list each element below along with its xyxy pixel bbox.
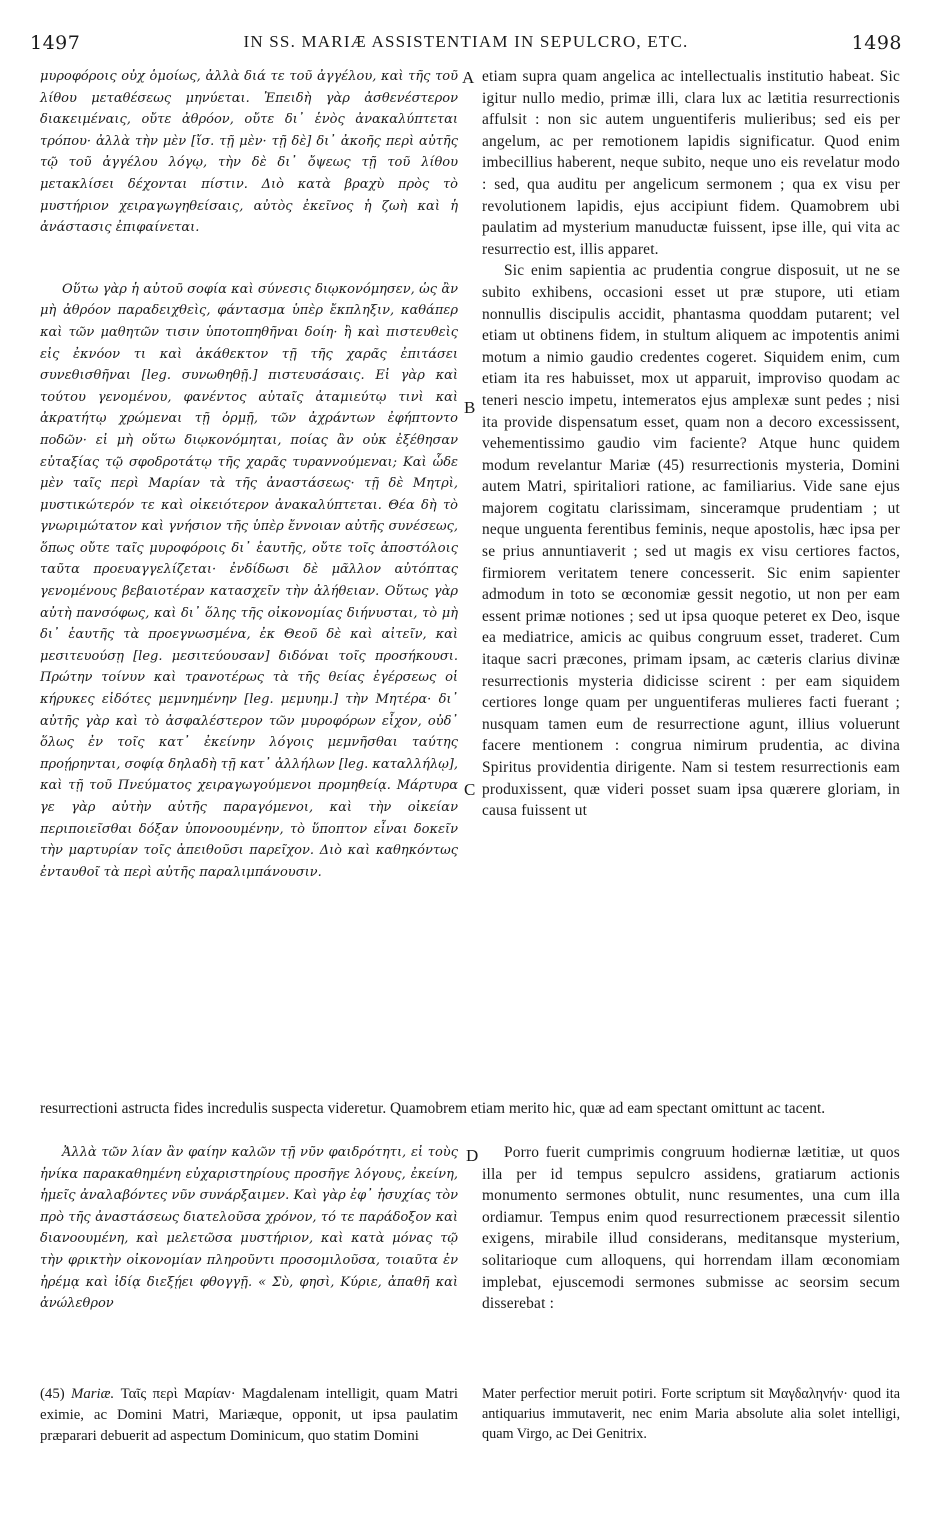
section-marker-a: A [462, 68, 475, 87]
right-page-number: 1498 [851, 32, 902, 54]
page-header [30, 32, 902, 56]
section-marker-c: C [464, 780, 476, 799]
footnote-label: (45) [40, 1386, 65, 1402]
latin-column-bottom [482, 1142, 900, 1315]
greek-column-top [40, 66, 458, 883]
left-page-number: 1497 [30, 32, 81, 54]
footnote-left-text: Ταῖς περὶ Μαρίαν· Magdalenam intelligit, quam Matri eximie, ac Domini Matri, Mariæque, opponit, ut ipsa paulatim præparari debuerit ad aspectum Dominicum, quo statim Domini [40, 1386, 459, 1444]
latin-paragraph-1: etiam supra quam angelica ac intellectualis institutio habeat. Sic igitur nullo medio, primæ illi, clara lux ac lætitia resurrectionis affulsit : non sic autem unguentiferis mulieribus; sed eis per angelum, ac per remotionem lapidis significatur. Quod enim imbecillius haberent, neque subito, neque uno eis revelatur modo : sed, qua auditu per angelicum sermonem ; qua ex visu per revolutionem lapidis, ejus accipiunt fidem. Quamobrem ubi paulatim ad mysterium manuductæ fuissent, ipse ille, qui vita ac resurrectio est, illis apparet. [482, 68, 900, 258]
latin-column-top [482, 66, 900, 822]
latin-paragraph-3: Porro fuerit cumprimis congruum hodiernæ lætitiæ, ut quos illa per id tempus sepulcro assidens, gratiarum actionis monumento sermones obtulit, nunc resumentes, una cum illa ordiamur. Tempus enim quod resurrectionem præcessit silentio exigens, mirabile illud considerans, meditansque mysterium, solitarioque cum alloquens, qui horrendam illam œconomiam implebat, ejuscemodi sermones submisse ac seorsim secum disserebat : [482, 1144, 900, 1313]
greek-column-bottom [40, 1142, 458, 1315]
section-marker-d: D [466, 1146, 479, 1165]
greek-paragraph-2: Οὕτω γὰρ ἡ αὐτοῦ σοφία καὶ σύνεσις διῳκονόμησεν, ὡς ἂν μὴ ἀθρόον παραδειχθεὶς, φάντασμα ὑπὲρ ἔκπληξιν, καθάπερ καὶ τῶν μαθητῶν τισιν ὑποτοπηθῆναι δοίη· ἢ καὶ πιστευθεὶς εἰς ἐκνόον τι καὶ ἀκάθεκτον τῇ τῆς χαρᾶς ἐπιτάσει συνεθισθῆναι [leg. συνωθηθῇ.] πιστευσάσαις. Εἰ γὰρ καὶ τούτου γενομένου, φανέντος αὐταῖς ἀταμιεύτῳ τινὶ καὶ ἀκρατήτῳ χρώμεναι τῇ ὁρμῇ, τῶν ἀχράντων ἐφήπτοντο ποδῶν· εἰ μὴ οὕτω διῳκονόμηται, ποίας ἂν οὐκ ἐξέθησαν εὐταξίας τῷ σφοδροτάτῳ τῆς χαρᾶς τυραννούμεναι; Καὶ ὧδε μὲν ταῖς περὶ Μαρίαν τὰ τῆς ἀναστάσεως· τῇ δὲ Μητρὶ, μυστικώτερόν τε καὶ οἰκειότερον ἀνακαλύπτεται. Θέα δὴ τὸ γνωριμώτατον καὶ γνήσιον τῆς ὑπὲρ ἔννοιαν αὐτῆς συνέσεως, ὅπως οὔτε ταῖς μυροφόροις δι᾽ ἑαυτῆς, οὔτε τοῖς ἀποστόλοις ταῦτα προευαγγελίζεται· ἐνδίδωσι δὲ μᾶλλον αὐτόπτας γενομένους βεβαιοτέραν κατασχεῖν τὴν ἀλήθειαν. Οὕτως γὰρ αὐτὴ πανσόφως, καὶ δι᾽ ὅλης τῆς οἰκονομίας διήνυσται, τὸ μὴ δι᾽ ἑαυτῆς τὰ προεγνωσμένα, ἐκ Θεοῦ δὲ καὶ αἰτεῖν, καὶ μεσιτευούσῃ [leg. μεσιτεύουσαν] διδόναι τοῖς προσήκουσι. Πρώτην τοίνυν καὶ τρανοτέρως τὰ τῆς θείας ἐγέρσεως οἱ κήρυκες εἰδότες μεμνημένην [leg. μεμυημ.] τὴν Μητέρα· δι᾽ αὐτῆς γὰρ καὶ τὸ ἀσφαλέστερον τῶν μυροφόρων εἶχον, οὐδ᾽ ὅλως ἐν τοῖς κατ᾽ ἐκείνην λόγοις μεμνῆσθαι ταύτης προῄρηνται, σοφίᾳ δηλαδὴ τῇ κατ᾽ ἀλλήλων [leg. καταλλήλῳ], καὶ τῇ τοῦ Πνεύματος χειραγωγούμενοι προμηθείᾳ. Μάρτυρα γε γὰρ αὐτὴν αὐτῆς παραγόμενοι, καὶ τὴν οἰκείαν περιποιεῖσθαι δόξαν ὑπονοουμένην, τὸ ὕποπτον εἶναι δοκεῖν τὴν μαρτυρίαν τοῖς ἀπειθοῦσι παρεῖχον. Διὸ καὶ καθηκόντως ἐνταυθοῖ τὰ περὶ αὐτῆς παραλιμπάνουσιν. [40, 281, 458, 880]
footnote-keyword: Mariæ. [71, 1386, 115, 1402]
footnote-left [40, 1384, 458, 1447]
running-title: IN SS. MARIÆ ASSISTENTIAM IN SEPULCRO, ETC. [243, 32, 689, 51]
section-marker-b: B [464, 398, 476, 417]
greek-paragraph-1: μυροφόροις οὐχ ὁμοίως, ἀλλὰ διά τε τοῦ ἀγγέλου, καὶ τῆς τοῦ λίθου μεταθέσεως μηνύεται. Ἐπειδὴ γὰρ ἀσθενέστερον διακειμέναις, οὔτε ἀθρόον, οὔτε δι᾽ ἑνὸς ἀνακαλύπτεται τρόπου· ἀλλὰ τὴν μὲν [ἴσ. τῇ μὲν· τῇ δὲ] δι᾽ ἀκοῆς περὶ αὐτῆς τῷ τοῦ ἀγγέλου λόγῳ, τὴν δὲ δι᾽ ὄψεως τῇ τοῦ λίθου μετακλίσει δέχονται πίστιν. Διὸ κατὰ βραχὺ πρὸς τὸ μυστήριον χειραγωγηθείσαις, αὐτὸς ἐκεῖνος ἡ ζωὴ καὶ ἡ ἀνάστασις ἐπιφαίνεται. [40, 69, 458, 236]
greek-paragraph-3: Ἀλλὰ τῶν λίαν ἂν φαίην καλῶν τῇ νῦν φαιδρότητι, εἰ τοὺς ἡνίκα παρακαθημένη εὐχαριστηρίους προσῆγε λόγους, ἐκείνη, ἡμεῖς ἀναλαβόντες νῦν συνάρξαιμεν. Καὶ γὰρ ἐφ᾽ ἡσυχίας τὸν πρὸ τῆς ἀναστάσεως διατελοῦσα χρόνον, τό τε παράδοξον καὶ διανοουμένη, καὶ μελετῶσα μυστήριον, καὶ κατὰ μόνας τῷ τὴν φρικτὴν οἰκονομίαν πληροῦντι προσομιλοῦσα, τοιαῦτα ἐν ἠρέμᾳ καὶ ἰδίᾳ διεξῄει φθογγῇ. « Σὺ, φησὶ, Κύριε, ἀπαθῆ καὶ ἀνώλεθρον [40, 1145, 458, 1312]
footnote-right-text: Mater perfectior meruit potiri. Forte scriptum sit Μαγδαληνήν· quod ita antiquarius immutaverit, nec enim Maria absolute alia solet intelligi, quam Virgo, ac Dei Genitrix. [482, 1386, 900, 1442]
footnote-right [482, 1384, 900, 1444]
latin-paragraph-2: Sic enim sapientia ac prudentia congrue disposuit, ut ne se subito exhibens, occasioni esset ut præ stupore, uti etiam nonnullis discipulis accidit, phantasma quoddam putarent; vel etiam ut obtinens fidem, in stultum aliquem ac impotentis animi motum a nimio gaudio credentes cogeret. Siquidem enim, cum etiam ita res habuisset, mox ut apparuit, improviso quodam ac teneri nescio impetu, intemeratos ejus amplexæ sunt pedes ; nisi ita provide dispensatum esset, quam non a decoro excessissent, vehementissimo gaudio vim faciente? Atque hunc quidem modum revelantur Mariæ (45) resurrectionis mysteria, Domini autem Matri, spiritaliori ratione, ac familiarius. Vide sane ejus majorem cogitatu clarissimam, sinceramque prudentiam ; ut neque unguenta ferentibus feminis, neque apostolis, hæc ipsa per se prius annuntiaverit ; sed ut magis ex visu certiores factos, firmiorem veritatem tenere concesserit. Sic enim sapienter admodum in toto se œconomiæ gessit negotio, ut non per eam essent primæ notiones ; sed ut ipsa quoque peteret ex Deo, isque ea mediatrice, amicis ac quibus congruum esset, traderet. Cum itaque sacri præcones, primam ipsam, ac cæteris clarius divinæ resurrectionis mysteria didicisse scirent : per eam siquidem certiores longe quam per unguentiferas mulieres facti fuerant ; nusquam tamen eum de resurrectione agunt, illius voluerunt facere mentionem : congrua nimirum prudentia, ac divina Spiritus providentia dirigente. Nam si testem resurrectionis eam produxissent, quæ videri posset suam ipsa quærere gloriam, in causa fuissent ut [482, 262, 900, 820]
latin-spanning-continuation: resurrectioni astructa fides incredulis suspecta videretur. Quamobrem etiam merito hic, quæ ad eam spectant omittunt ac tacent. [40, 1100, 826, 1117]
